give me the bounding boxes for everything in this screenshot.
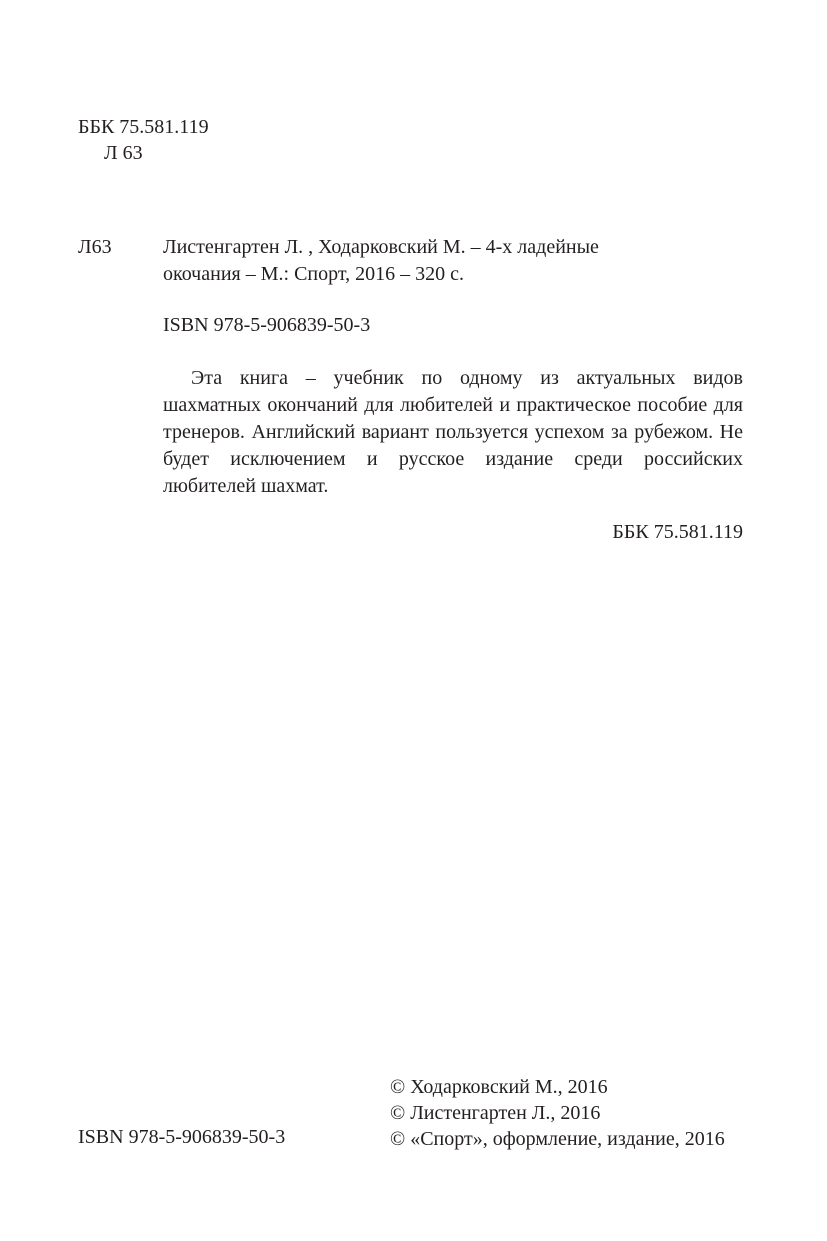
bibliographic-entry-line-1: Листенгартен Л. , Ходарковский М. – 4-х ладейные [163, 236, 599, 258]
copyright-line: © Листенгартен Л., 2016 [390, 1102, 601, 1124]
catalog-index: Л63 [78, 236, 112, 258]
bbk-code-top: ББК 75.581.119 [78, 116, 209, 138]
copyright-line: © Ходарковский М., 2016 [390, 1076, 608, 1098]
annotation-text: Эта книга – учебник по одному из актуальных видов шахматных окончаний для любителей и практическое пособие для тренеров. Английский вариант пользуется успехом за рубежом. Не будет исключением и русское издание среди российских любителей шахмат. [163, 367, 743, 497]
author-mark: Л 63 [104, 142, 143, 164]
bbk-code-right: ББК 75.581.119 [612, 521, 743, 543]
copyright-block [390, 1074, 725, 1152]
isbn-footer: ISBN 978-5-906839-50-3 [78, 1126, 286, 1148]
bibliographic-entry-line-2: окочания – М.: Спорт, 2016 – 320 с. [163, 263, 464, 285]
isbn-main: ISBN 978-5-906839-50-3 [163, 314, 371, 336]
annotation [163, 365, 743, 500]
copyright-line: © «Спорт», оформление, издание, 2016 [390, 1128, 725, 1150]
